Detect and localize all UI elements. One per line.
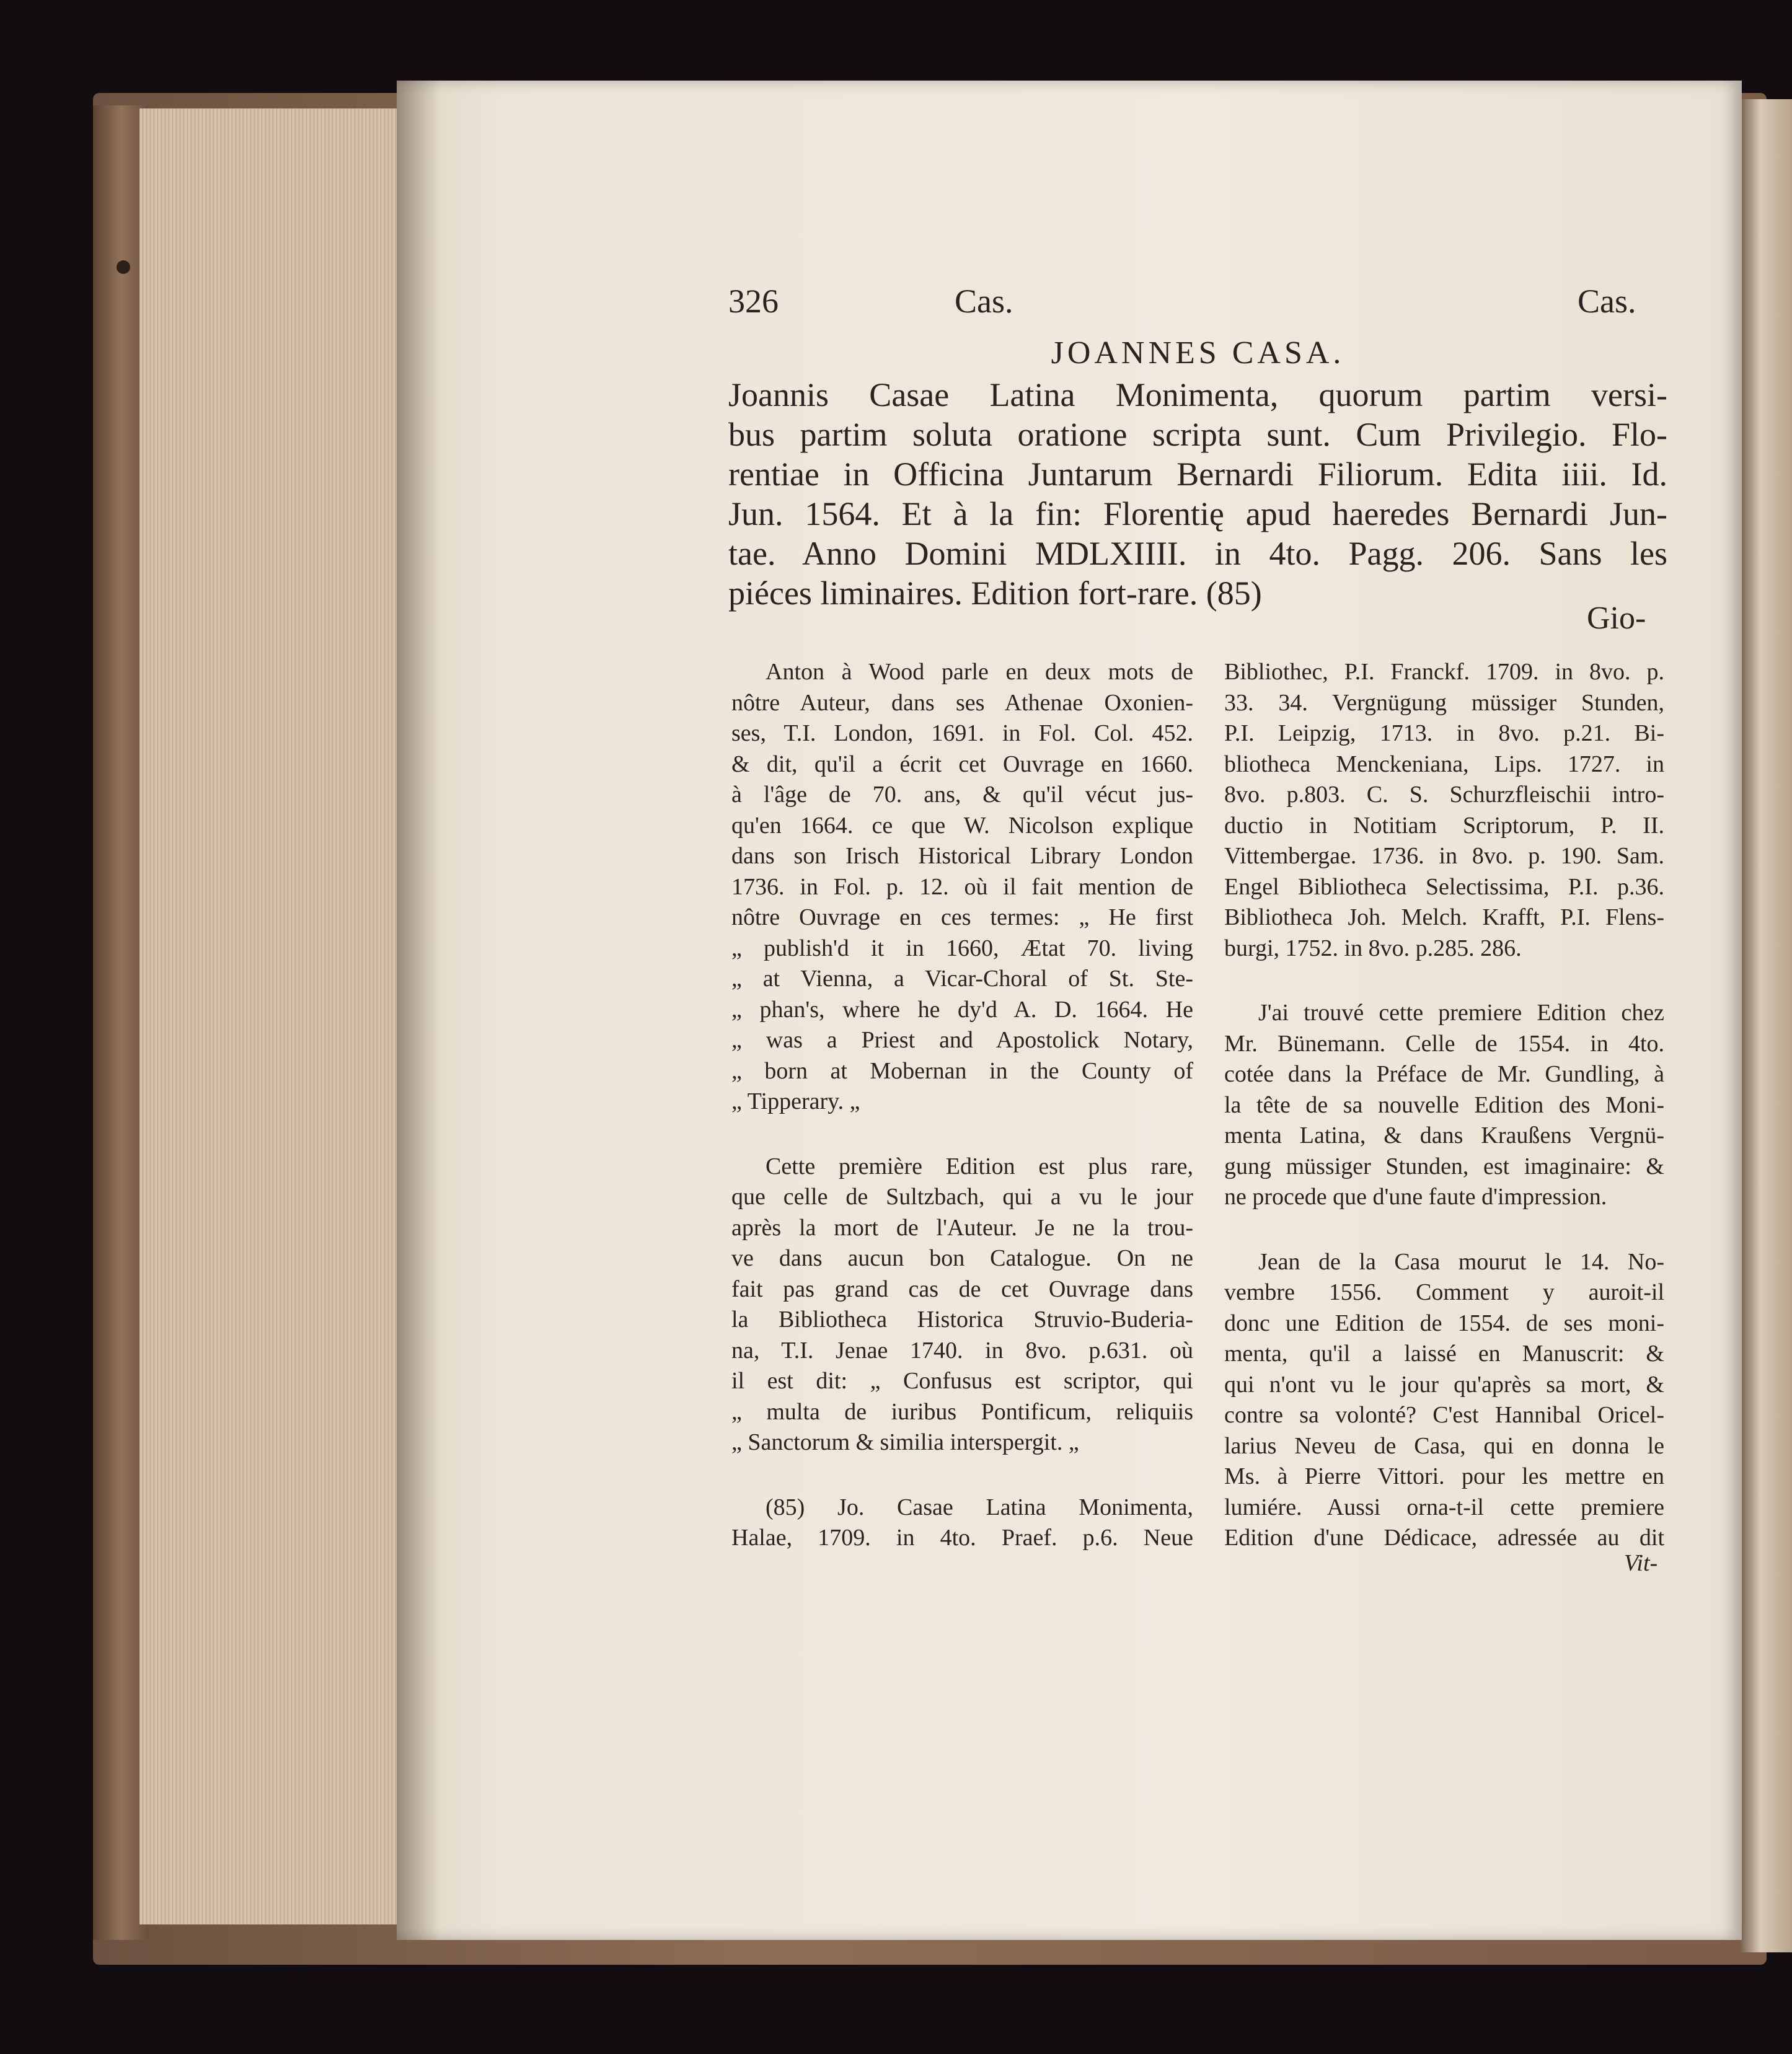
text-line: Ms. à Pierre Vittori. pour les mettre en bbox=[1224, 1463, 1664, 1489]
text-line: il est dit: „ Confusus est scriptor, qui bbox=[731, 1368, 1193, 1394]
text-line: vembre 1556. Comment y auroit-il bbox=[1224, 1279, 1664, 1305]
text-line: ductio in Notitiam Scriptorum, P. II. bbox=[1224, 812, 1664, 839]
right-running-title: Cas. bbox=[1578, 283, 1636, 320]
text-line: 8vo. p.803. C. S. Schurzfleischii intro- bbox=[1224, 782, 1664, 808]
text-line: J'ai trouvé cette premiere Edition chez bbox=[1258, 1000, 1664, 1026]
text-line: donc une Edition de 1554. de ses moni- bbox=[1224, 1310, 1664, 1336]
main-entry-line: Joannis Casae Latina Monimenta, quorum partim versi- bbox=[728, 376, 1667, 413]
text-line: contre sa volonté? C'est Hannibal Oricel- bbox=[1224, 1402, 1664, 1428]
text-line: „ multa de iuribus Pontificum, reliquiis bbox=[731, 1398, 1193, 1425]
text-line: Edition d'une Dédicace, adressée au dit bbox=[1224, 1525, 1664, 1551]
main-entry-line: Jun. 1564. Et à la fin: Florentię apud haeredes Bernardi Jun- bbox=[728, 495, 1667, 532]
text-line: menta, qu'il a laissé en Manuscrit: & bbox=[1224, 1341, 1664, 1367]
facing-page-edge bbox=[1739, 99, 1792, 1952]
text-line: que celle de Sultzbach, qui a vu le jour bbox=[731, 1184, 1193, 1210]
main-entry-line: bus partim soluta oratione scripta sunt. Cum Privilegio. Flo- bbox=[728, 416, 1667, 453]
text-line: Jean de la Casa mourut le 14. No- bbox=[1258, 1248, 1664, 1275]
text-line: Anton à Wood parle en deux mots de bbox=[766, 659, 1193, 685]
text-line: Engel Bibliotheca Selectissima, P.I. p.36. bbox=[1224, 873, 1664, 900]
binding-nail bbox=[117, 260, 130, 274]
text-line: „ was a Priest and Apostolick Notary, bbox=[731, 1027, 1193, 1053]
text-line: nôtre Auteur, dans ses Athenae Oxonien- bbox=[731, 689, 1193, 716]
text-line: „ publish'd it in 1660, Ætat 70. living bbox=[731, 935, 1193, 961]
text-line: & dit, qu'il a écrit cet Ouvrage en 1660. bbox=[731, 751, 1193, 777]
main-entry bbox=[728, 375, 1667, 613]
catchword-top: Gio- bbox=[1587, 601, 1646, 636]
text-line: lumiére. Aussi orna-t-il cette premiere bbox=[1224, 1494, 1664, 1520]
text-line: „ at Vienna, a Vicar-Choral of St. Ste- bbox=[731, 966, 1193, 992]
text-line: la Bibliotheca Historica Struvio-Buderia- bbox=[731, 1307, 1193, 1333]
text-line: à l'âge de 70. ans, & qu'il vécut jus- bbox=[731, 782, 1193, 808]
text-line: dans son Irisch Historical Library London bbox=[731, 843, 1193, 869]
text-line: ses, T.I. London, 1691. in Fol. Col. 452. bbox=[731, 720, 1193, 746]
text-line: après la mort de l'Auteur. Je ne la trou- bbox=[731, 1214, 1193, 1241]
text-line: nôtre Ouvrage en ces termes: „ He first bbox=[731, 904, 1193, 930]
text-line: bliotheca Menckeniana, Lips. 1727. in bbox=[1224, 751, 1664, 777]
right-column bbox=[1224, 657, 1664, 1554]
text-line: menta Latina, & dans Kraußens Vergnü- bbox=[1224, 1122, 1664, 1148]
text-line: „ born at Mobernan in the County of bbox=[731, 1057, 1193, 1084]
text-line: 1736. in Fol. p. 12. où il fait mention de bbox=[731, 873, 1193, 900]
page-block-edge bbox=[139, 108, 405, 1924]
text-line: „ Sanctorum & similia interspergit. „ bbox=[731, 1429, 1079, 1455]
text-line: na, T.I. Jenae 1740. in 8vo. p.631. où bbox=[731, 1337, 1193, 1364]
left-column bbox=[731, 657, 1193, 1554]
left-running-title: Cas. bbox=[955, 283, 1013, 320]
text-line: larius Neveu de Casa, qui en donna le bbox=[1224, 1432, 1664, 1459]
text-line: „ Tipperary. „ bbox=[731, 1088, 860, 1114]
text-line: ve dans aucun bon Catalogue. On ne bbox=[731, 1245, 1193, 1271]
main-entry-line: tae. Anno Domini MDLXIIII. in 4to. Pagg. 206. Sans les bbox=[728, 535, 1667, 572]
text-line: Bibliothec, P.I. Franckf. 1709. in 8vo. p. bbox=[1224, 659, 1664, 685]
text-line: 33. 34. Vergnügung müssiger Stunden, bbox=[1224, 689, 1664, 716]
text-line: fait pas grand cas de cet Ouvrage dans bbox=[731, 1276, 1193, 1302]
text-line: burgi, 1752. in 8vo. p.285. 286. bbox=[1224, 935, 1522, 961]
text-line: gung müssiger Stunden, est imaginaire: & bbox=[1224, 1153, 1664, 1179]
text-line: P.I. Leipzig, 1713. in 8vo. p.21. Bi- bbox=[1224, 720, 1664, 746]
footnote-line: (85) Jo. Casae Latina Monimenta, bbox=[766, 1494, 1193, 1520]
running-head bbox=[728, 282, 1667, 332]
text-line: „ phan's, where he dy'd A. D. 1664. He bbox=[731, 996, 1193, 1023]
text-line: qui n'ont vu le jour qu'après sa mort, & bbox=[1224, 1371, 1664, 1398]
text-line: qu'en 1664. ce que W. Nicolson explique bbox=[731, 812, 1193, 839]
main-entry-line: rentiae in Officina Juntarum Bernardi Filiorum. Edita iiii. Id. bbox=[728, 456, 1667, 493]
text-line: cotée dans la Préface de Mr. Gundling, à bbox=[1224, 1061, 1664, 1087]
page-number: 326 bbox=[728, 283, 779, 320]
text-line: Vittembergae. 1736. in 8vo. p. 190. Sam. bbox=[1224, 843, 1664, 869]
text-line: Mr. Bünemann. Celle de 1554. in 4to. bbox=[1224, 1030, 1664, 1057]
main-entry-line: piéces liminaires. Edition fort-rare. (85) bbox=[728, 575, 1262, 612]
text-line: Cette première Edition est plus rare, bbox=[766, 1153, 1193, 1179]
text-line: Bibliotheca Joh. Melch. Krafft, P.I. Flens- bbox=[1224, 904, 1664, 930]
text-line: ne procede que d'une faute d'impression. bbox=[1224, 1184, 1607, 1210]
catchword-bottom: Vit- bbox=[1624, 1550, 1658, 1576]
footnote-line: Halae, 1709. in 4to. Praef. p.6. Neue bbox=[731, 1525, 1193, 1551]
text-line: la tête de sa nouvelle Edition des Moni- bbox=[1224, 1091, 1664, 1118]
gutter-shadow bbox=[397, 81, 440, 1940]
entry-title: JOANNES CASA. bbox=[1051, 335, 1345, 371]
